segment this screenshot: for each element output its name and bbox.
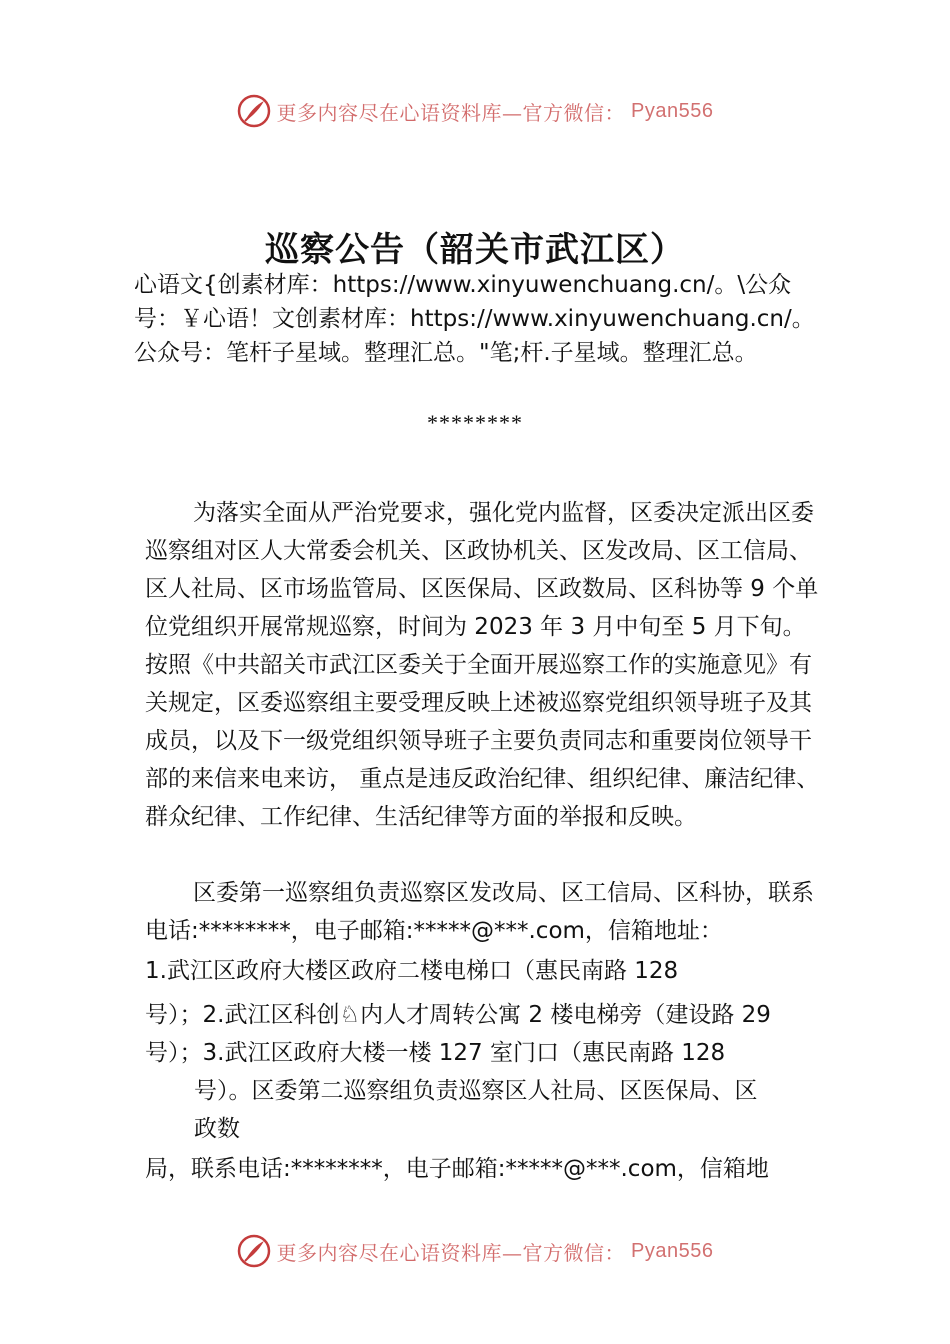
footer-watermark [0,1234,950,1268]
paragraph-announcement: 为落实全面从严治党要求，强化党内监督，区委决定派出区委巡察组对区人大常委会机关、区政协机关、区发改局、区工信局、区人社局、区市场监管局、区医保局、区政数局、区科协等 9 个单位党组织开展常规巡察，时间为 2023 年 3 月中旬至 5 月下旬。按照《中共韶关市武江区委关于全面开展巡察工作的实施意见》有关规定，区委巡察组主要受理反映上述被巡察党组织领导班子及其成员，以及下一级党组织领导班子主要负责同志和重要岗位领导干部的来信来电来访， 重点是违反政治纪律、组织纪律、廉洁纪律、群众纪律、工作纪律、生活纪律等方面的举报和反映。 [145,500,820,830]
watermark-text: 更多内容尽在心语资料库—官方微信： [276,100,626,125]
header-watermark [0,94,950,128]
separator: ******** [427,410,523,435]
feather-pen-logo-icon [237,94,271,128]
watermark-wechat-id: Pyan556 [631,99,714,122]
feather-pen-logo-icon [237,1234,271,1268]
address-line-3: 号）；3.武江区政府大楼一楼 127 室门口（惠民南路 128 [145,1040,726,1066]
address-line-1: 1.武江区政府大楼区政府二楼电梯口（惠民南路 128 [145,958,679,984]
document-title: 巡察公告（韶关市武江区） [265,230,685,270]
second-group-line-1: 号）。区委第二巡察组负责巡察区人社局、区医保局、区 [194,1078,758,1104]
paragraph-first-group: 区委第一巡察组负责巡察区发改局、区工信局、区科协，联系电话:********，电子邮箱:*****@***.com，信箱地址： [145,880,814,944]
address-line-2: 号）；2.武江区科创♘内人才周转公寓 2 楼电梯旁（建设路 29 [145,1002,771,1028]
watermark-wechat-id: Pyan556 [631,1239,714,1262]
watermark-text: 更多内容尽在心语资料库—官方微信： [276,1240,626,1265]
second-group-line-2: 政数 [194,1116,240,1142]
second-group-line-3: 局，联系电话:********，电子邮箱:*****@***.com，信箱地 [145,1156,769,1182]
source-note: 心语文{创素材库：https://www.xinyuwenchuang.cn/。\公众号：￥心语！文创素材库：https://www.xinyuwenchuang.cn/。公众号：笔杆子星域。整理汇总。"笔;杆.子星域。整理汇总。 [134,272,815,366]
